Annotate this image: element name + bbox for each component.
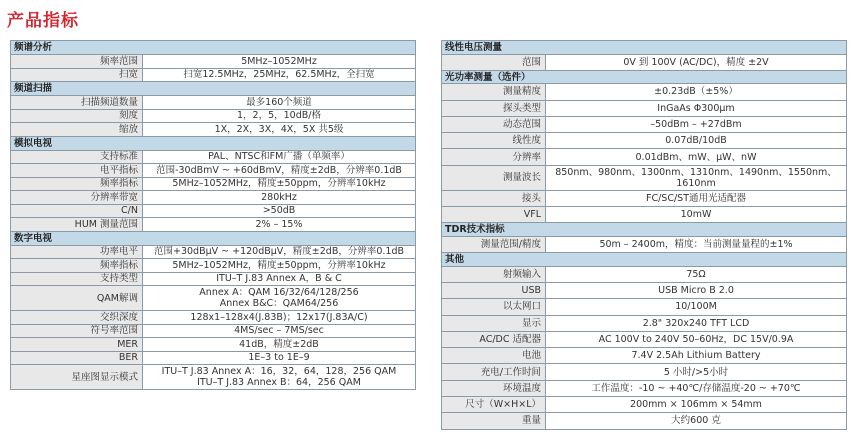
- spec-value: 1X，2X，3X，4X，5X 共5级: [143, 123, 416, 137]
- spec-value: 5MHz–1052MHz，精度±50ppm，分辨率10kHz: [143, 259, 416, 273]
- spec-label: 测量范围/精度: [442, 236, 546, 252]
- spec-label: 频率指标: [11, 259, 143, 273]
- spec-row: [442, 190, 847, 206]
- spec-row: [11, 191, 416, 205]
- spec-value: 7.4V 2.5Ah Lithium Battery: [546, 348, 847, 364]
- spec-row: [11, 96, 416, 110]
- spec-row: [11, 351, 416, 365]
- spec-row: [442, 413, 847, 429]
- section-title: 数字电视: [11, 231, 416, 245]
- spec-row: [11, 55, 416, 69]
- spec-value: 128x1–128x4(J.83B)；12x17(J.83A/C): [143, 311, 416, 325]
- spec-value: ITU–T J.83 Annex A，B & C: [143, 272, 416, 286]
- spec-value: –50dBm – +27dBm: [546, 116, 847, 132]
- spec-label: 扫宽: [11, 68, 143, 82]
- spec-table-right: [441, 40, 847, 430]
- spec-row: [442, 165, 847, 190]
- spec-label: 射频输入: [442, 266, 546, 282]
- section-header: [11, 41, 416, 55]
- spec-label: 频率指标: [11, 177, 143, 191]
- spec-label: 频率范围: [11, 55, 143, 69]
- spec-row: [11, 311, 416, 325]
- spec-row: [11, 150, 416, 164]
- spec-value: PAL、NTSC和FM广播（单频率）: [143, 150, 416, 164]
- spec-value: USB Micro B 2.0: [546, 282, 847, 298]
- section-header: [442, 253, 847, 267]
- spec-row: [442, 207, 847, 223]
- spec-row: [442, 315, 847, 331]
- page-title: 产品指标: [7, 11, 79, 31]
- section-header: [442, 223, 847, 237]
- spec-label: 电平指标: [11, 164, 143, 178]
- spec-value: InGaAs Φ300μm: [546, 100, 847, 116]
- spec-row: [442, 116, 847, 132]
- spec-label: C/N: [11, 204, 143, 218]
- spec-value-line: Annex B&C：QAM64/256: [219, 298, 339, 309]
- spec-value: 0V 到 100V (AC/DC)，精度 ±2V: [546, 54, 847, 70]
- spec-value: [143, 365, 416, 390]
- spec-value: 扫宽12.5MHz，25MHz，62.5MHz，全扫宽: [143, 68, 416, 82]
- spec-row: [442, 236, 847, 252]
- spec-value: 41dB，精度±2dB: [143, 338, 416, 352]
- spec-label: 星座图显示模式: [11, 365, 143, 390]
- spec-label: VFL: [442, 207, 546, 223]
- spec-value: 最多160个频道: [143, 96, 416, 110]
- section-header: [11, 136, 416, 150]
- spec-label: AC/DC 适配器: [442, 331, 546, 347]
- spec-row: [442, 266, 847, 282]
- spec-value: [143, 286, 416, 311]
- spec-label: 重量: [442, 413, 546, 429]
- spec-value: 大约600 克: [546, 413, 847, 429]
- spec-value: 280kHz: [143, 191, 416, 205]
- spec-row: [442, 299, 847, 315]
- spec-value-line: 850nm、980nm、1300nm、1310nm、1490nm、1550nm、: [555, 166, 837, 178]
- spec-value-line: 1610nm: [676, 177, 716, 189]
- spec-label: 测量精度: [442, 84, 546, 100]
- spec-label: 扫描频道数量: [11, 96, 143, 110]
- spec-value: >50dB: [143, 204, 416, 218]
- spec-label: 分辨率: [442, 149, 546, 165]
- spec-value: 5MHz–1052MHz: [143, 55, 416, 69]
- spec-label: 缩放: [11, 123, 143, 137]
- spec-value: 1E–3 to 1E–9: [143, 351, 416, 365]
- spec-value: 75Ω: [546, 266, 847, 282]
- section-title: TDR技术指标: [442, 223, 847, 237]
- spec-row: [442, 54, 847, 70]
- spec-row: [11, 177, 416, 191]
- spec-label: QAM解调: [11, 286, 143, 311]
- spec-label: 分辨率带宽: [11, 191, 143, 205]
- spec-value: 5 小时/>5小时: [546, 364, 847, 380]
- spec-label: 接头: [442, 190, 546, 206]
- spec-row: [11, 218, 416, 232]
- spec-value: FC/SC/ST通用光适配器: [546, 190, 847, 206]
- section-header: [442, 70, 847, 84]
- spec-label: USB: [442, 282, 546, 298]
- spec-label: 显示: [442, 315, 546, 331]
- spec-row: [442, 397, 847, 413]
- spec-label: 功率电平: [11, 245, 143, 259]
- spec-label: 支持类型: [11, 272, 143, 286]
- section-title: 线性电压测量: [442, 41, 847, 55]
- section-title: 光功率测量（选件）: [442, 70, 847, 84]
- spec-row: [11, 365, 416, 390]
- spec-row: [11, 68, 416, 82]
- spec-value: 2% – 15%: [143, 218, 416, 232]
- spec-label: 支持标准: [11, 150, 143, 164]
- spec-label: 充电/工作时间: [442, 364, 546, 380]
- spec-label: 线性度: [442, 133, 546, 149]
- spec-row: [11, 204, 416, 218]
- spec-value: 0.07dB/10dB: [546, 133, 847, 149]
- spec-value: 200mm × 106mm × 54mm: [546, 397, 847, 413]
- spec-row: [442, 133, 847, 149]
- spec-label: HUM 测量范围: [11, 218, 143, 232]
- spec-label: 环境温度: [442, 380, 546, 396]
- spec-row: [11, 123, 416, 137]
- spec-value-line: Annex A：QAM 16/32/64/128/256: [199, 287, 359, 298]
- spec-label: 交织深度: [11, 311, 143, 325]
- spec-value: 范围+30dBμV ~ +120dBμV，精度±2dB，分辨率0.1dB: [143, 245, 416, 259]
- spec-value: 0.01dBm、mW、μW、nW: [546, 149, 847, 165]
- spec-label: 刻度: [11, 109, 143, 123]
- spec-row: [11, 245, 416, 259]
- spec-value: 4MS/sec – 7MS/sec: [143, 324, 416, 338]
- spec-label: 电池: [442, 348, 546, 364]
- spec-row: [442, 348, 847, 364]
- section-header: [11, 82, 416, 96]
- spec-label: MER: [11, 338, 143, 352]
- spec-value: [546, 165, 847, 190]
- spec-label: 以太网口: [442, 299, 546, 315]
- section-title: 其他: [442, 253, 847, 267]
- spec-row: [442, 331, 847, 347]
- spec-value: ±0.23dB（±5%）: [546, 84, 847, 100]
- section-title: 频谱分析: [11, 41, 416, 55]
- spec-row: [11, 109, 416, 123]
- spec-label: 符号率范围: [11, 324, 143, 338]
- spec-row: [11, 286, 416, 311]
- spec-value: 工作温度：-10 ~ +40℃/存储温度-20 ~ +70℃: [546, 380, 847, 396]
- spec-row: [442, 364, 847, 380]
- spec-value: 范围-30dBmV ~ +60dBmV，精度±2dB，分辨率0.1dB: [143, 164, 416, 178]
- spec-row: [442, 149, 847, 165]
- spec-row: [442, 84, 847, 100]
- spec-value: 10mW: [546, 207, 847, 223]
- spec-row: [11, 259, 416, 273]
- spec-label: 测量波长: [442, 165, 546, 190]
- spec-row: [442, 282, 847, 298]
- spec-row: [11, 272, 416, 286]
- spec-value: 10/100M: [546, 299, 847, 315]
- spec-value-line: ITU–T J.83 Annex B：64，256 QAM: [197, 377, 361, 388]
- spec-value: AC 100V to 240V 50–60Hz，DC 15V/0.9A: [546, 331, 847, 347]
- section-header: [442, 41, 847, 55]
- spec-label: 动态范围: [442, 116, 546, 132]
- spec-value-line: ITU–T J.83 Annex A：16，32，64，128，256 QAM: [161, 366, 397, 377]
- spec-row: [11, 338, 416, 352]
- spec-row: [11, 324, 416, 338]
- section-title: 模拟电视: [11, 136, 416, 150]
- spec-row: [11, 164, 416, 178]
- section-title: 频道扫描: [11, 82, 416, 96]
- spec-value: 2.8" 320x240 TFT LCD: [546, 315, 847, 331]
- spec-table-left: [10, 40, 416, 390]
- spec-label: 范围: [442, 54, 546, 70]
- spec-value: 50m – 2400m，精度：当前测量量程的±1%: [546, 236, 847, 252]
- spec-value: 1，2，5，10dB/格: [143, 109, 416, 123]
- spec-value: 5MHz–1052MHz，精度±50ppm，分辨率10kHz: [143, 177, 416, 191]
- section-header: [11, 231, 416, 245]
- spec-row: [442, 380, 847, 396]
- spec-label: 探头类型: [442, 100, 546, 116]
- spec-row: [442, 100, 847, 116]
- spec-label: 尺寸（W×H×L）: [442, 397, 546, 413]
- spec-label: BER: [11, 351, 143, 365]
